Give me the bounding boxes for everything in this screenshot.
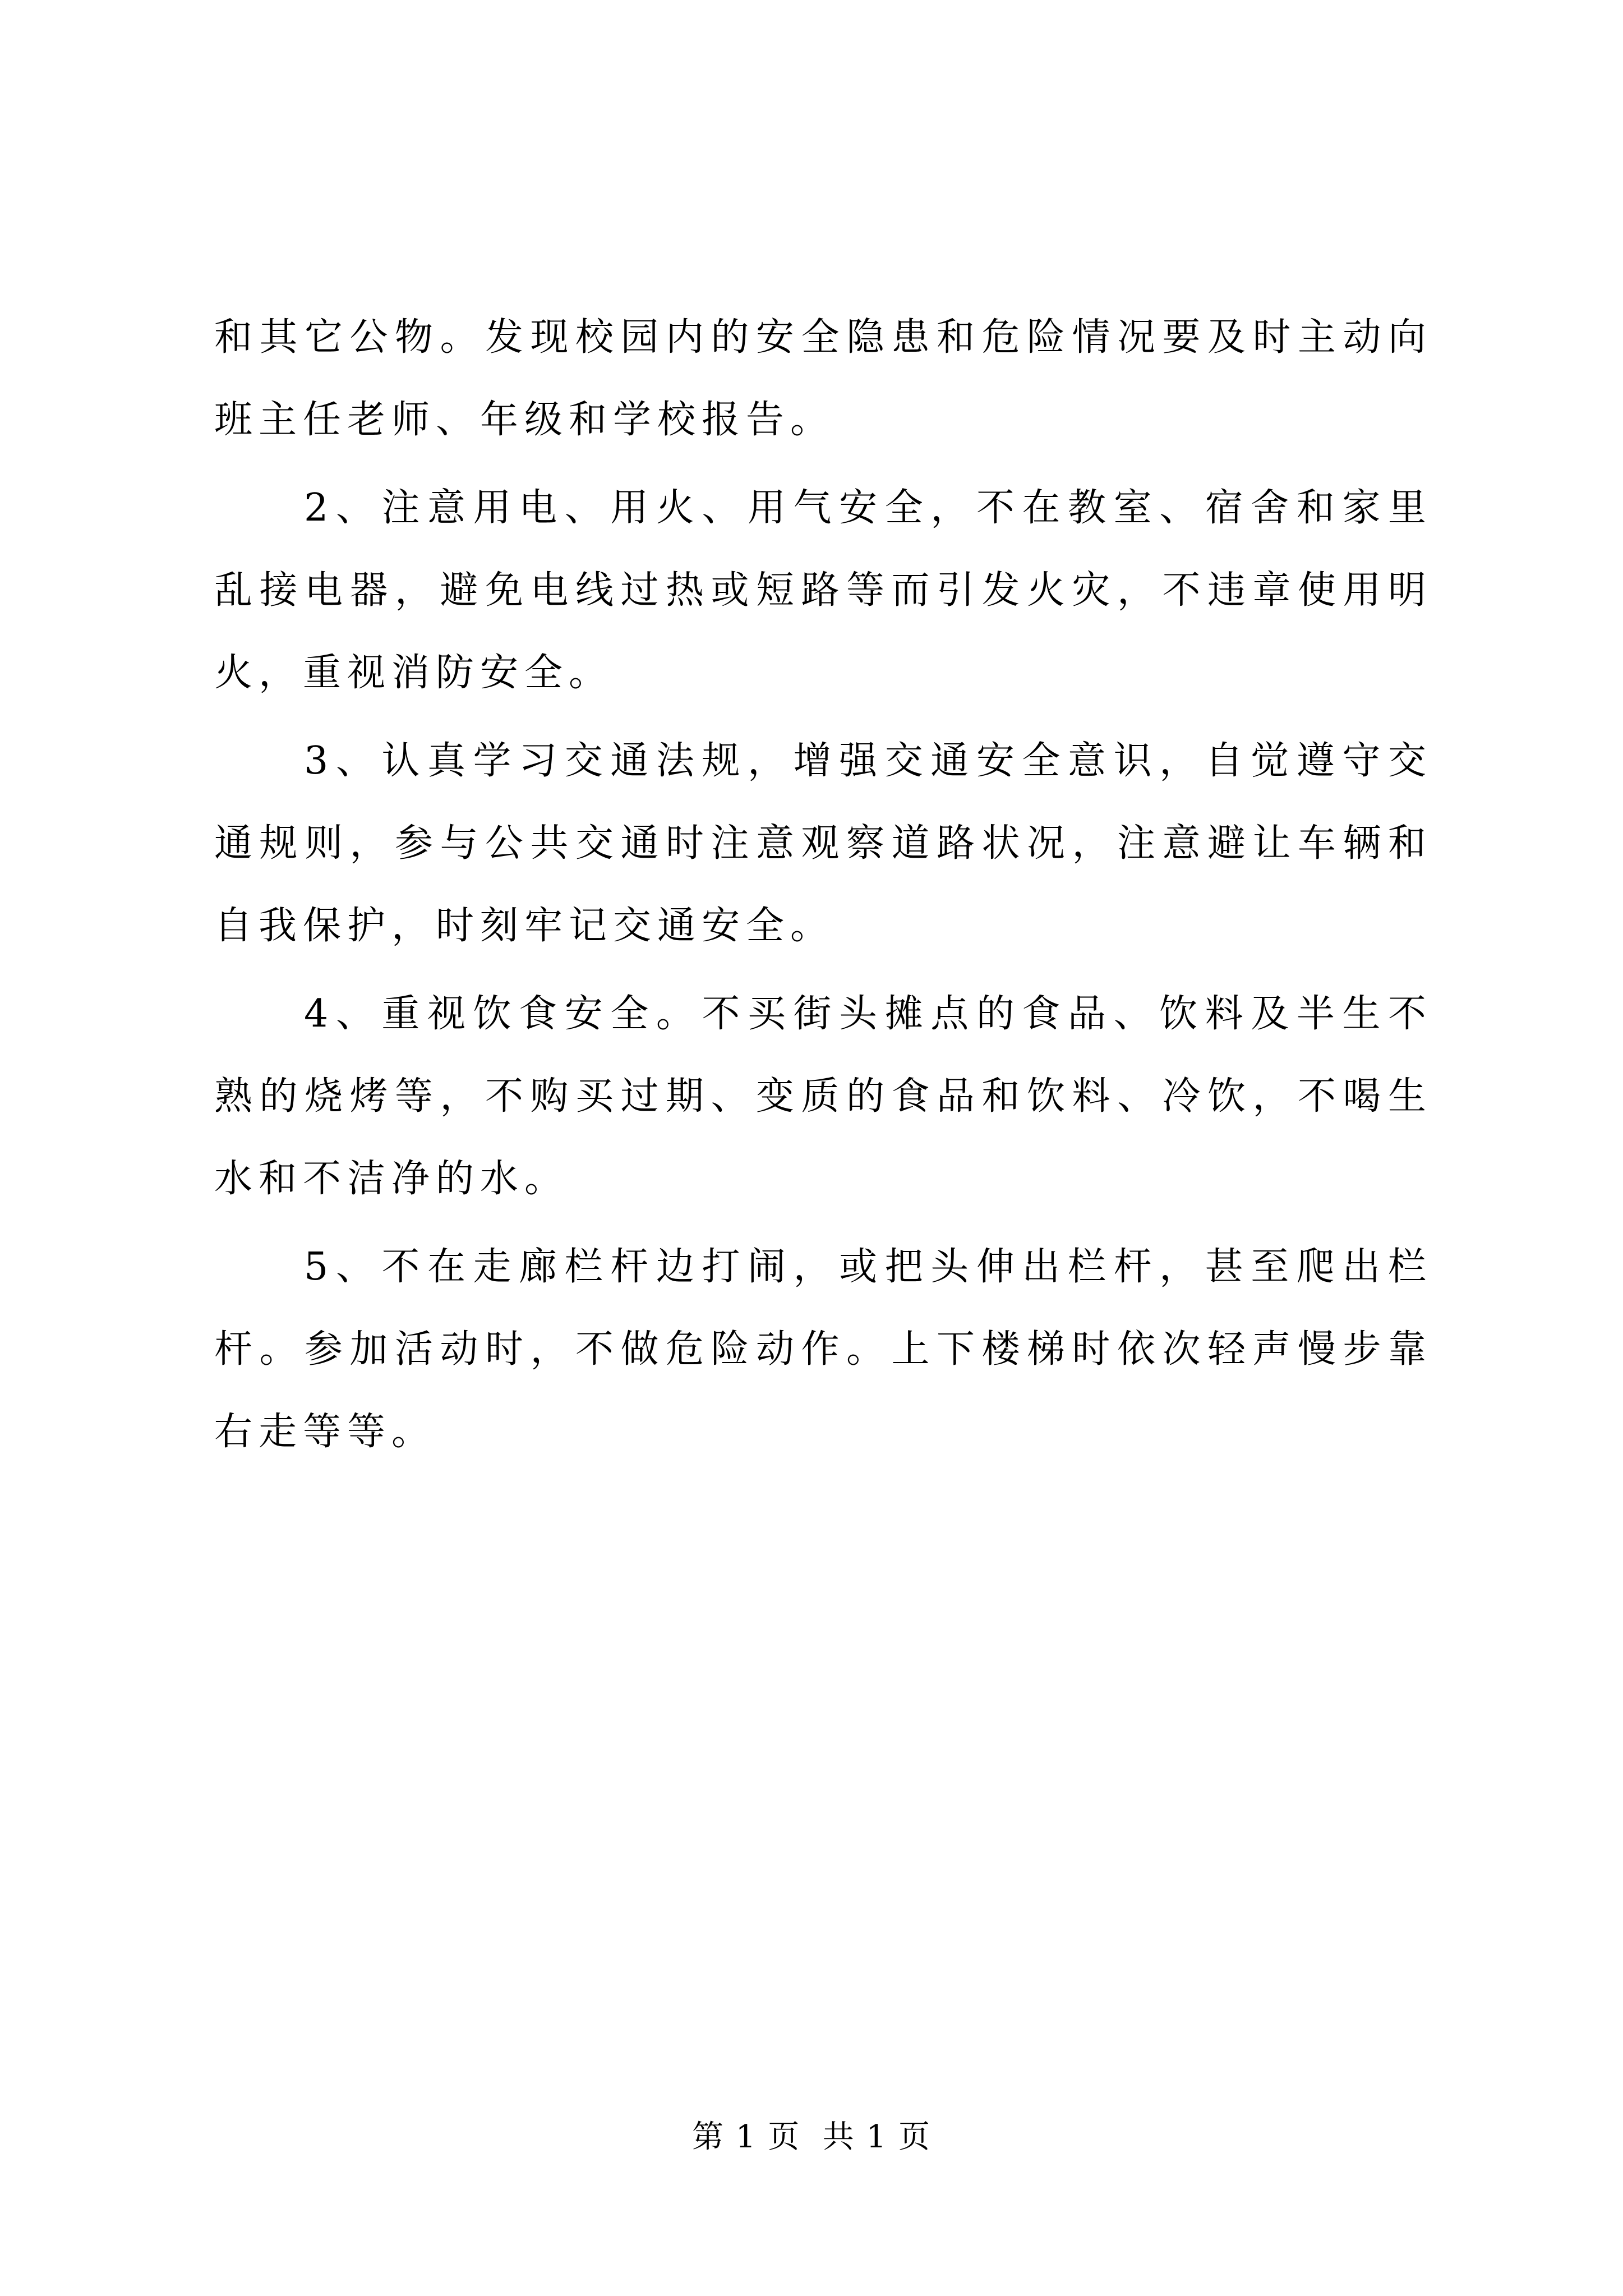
- paragraph-item-3: 3、认真学习交通法规，增强交通安全意识，自觉遵守交通规则，参与公共交通时注意观察道路状况，注意避让车辆和自我保护，时刻牢记交通安全。: [214, 739, 1432, 948]
- paragraph-item-4: 4、重视饮食安全。不买街头摊点的食品、饮料及半生不熟的烧烤等，不购买过期、变质的食品和饮料、冷饮，不喝生水和不洁净的水。: [214, 992, 1432, 1201]
- document-body: [214, 296, 1432, 1479]
- page-number-footer: 第 1 页 共 1 页: [691, 2119, 932, 2155]
- paragraph-continuation: 和其它公物。发现校园内的安全隐患和危险情况要及时主动向班主任老师、年级和学校报告。: [214, 315, 1432, 442]
- paragraph-item-5: 5、不在走廊栏杆边打闹，或把头伸出栏杆，甚至爬出栏杆。参加活动时，不做危险动作。上下楼梯时依次轻声慢步靠右走等等。: [214, 1245, 1432, 1454]
- paragraph-item-2: 2、注意用电、用火、用气安全，不在教室、宿舍和家里乱接电器，避免电线过热或短路等而引发火灾，不违章使用明火，重视消防安全。: [214, 486, 1432, 695]
